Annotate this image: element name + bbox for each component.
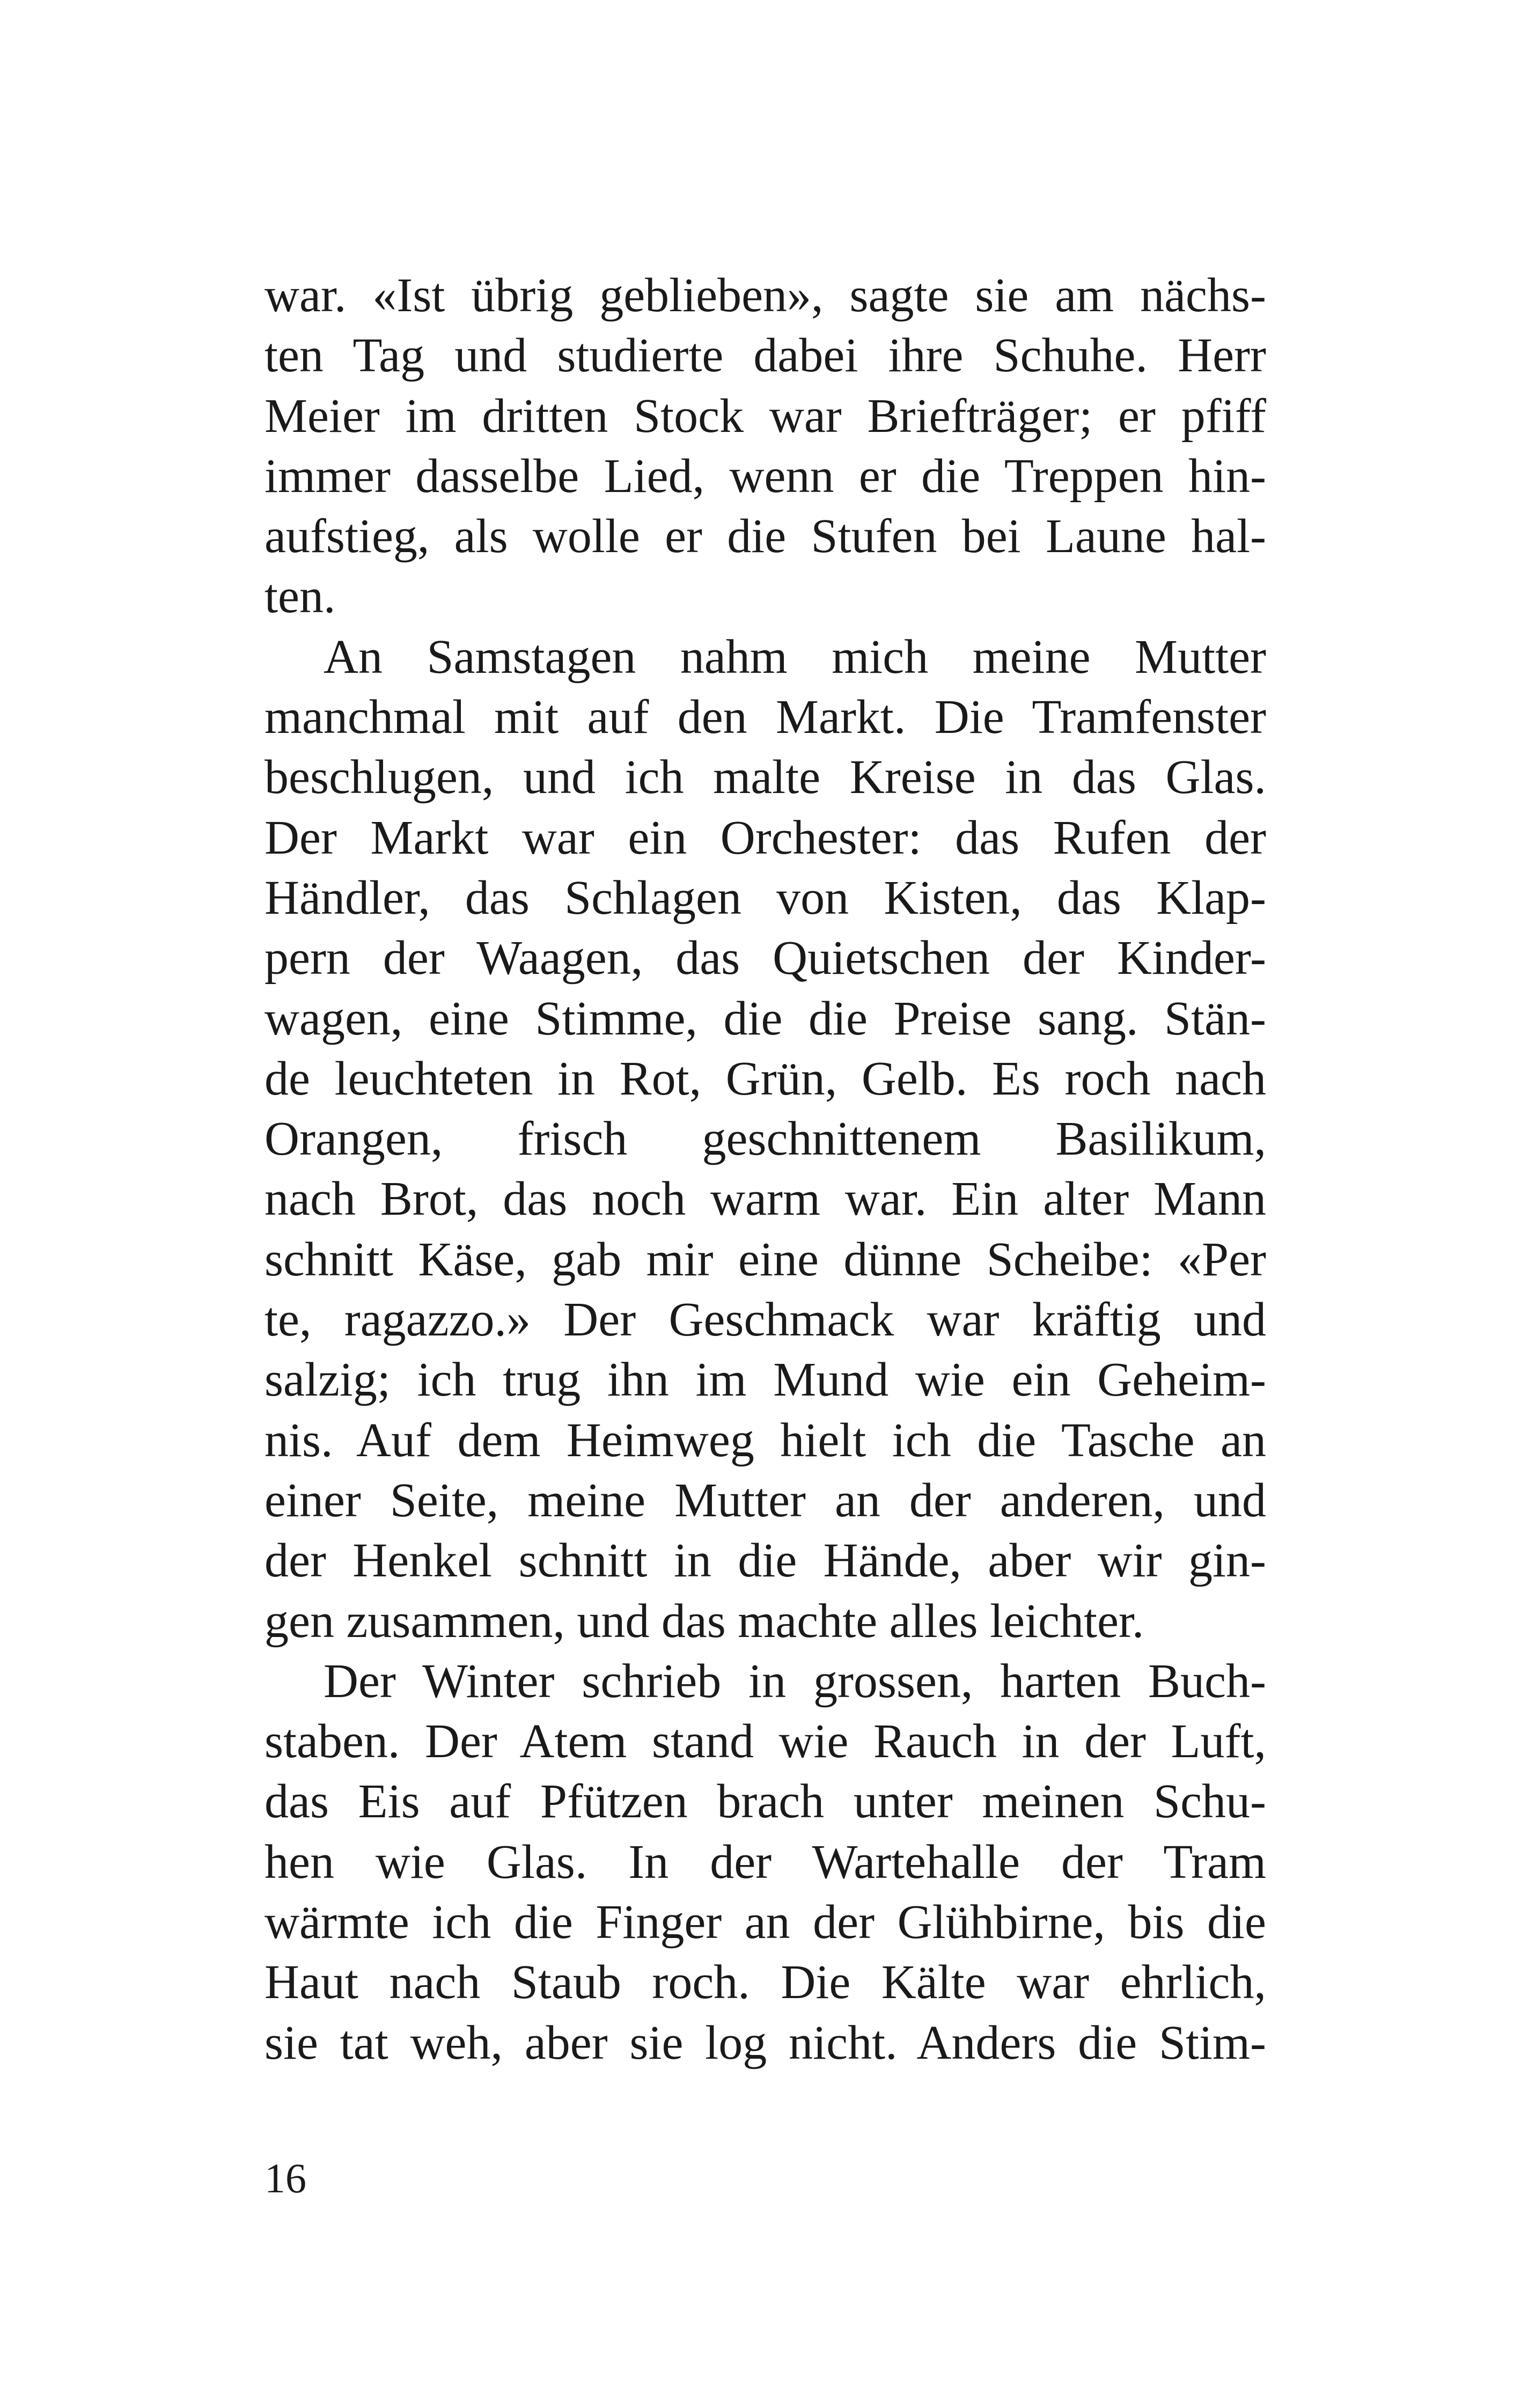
text-line: beschlugen, und ich malte Kreise in das Glas. — [264, 751, 1266, 804]
text-line: Händler, das Schlagen von Kisten, das Klap- — [264, 871, 1266, 924]
text-line: der Henkel schnitt in die Hände, aber wir gin- — [264, 1534, 1266, 1588]
paragraph-end-line: gen zusammen, und das machte alles leichter. — [264, 1594, 1144, 1648]
text-line: salzig; ich trug ihn im Mund wie ein Geheim- — [264, 1353, 1266, 1407]
body-text — [264, 266, 1266, 2073]
text-line: de leuchteten in Rot, Grün, Gelb. Es roch nach — [264, 1052, 1266, 1105]
text-line: Orangen, frisch geschnittenem Basilikum, — [264, 1112, 1266, 1166]
text-line: staben. Der Atem stand wie Rauch in der Luft, — [264, 1715, 1266, 1768]
text-line: immer dasselbe Lied, wenn er die Treppen hin- — [264, 449, 1266, 503]
text-line: nach Brot, das noch warm war. Ein alter Mann — [264, 1172, 1266, 1226]
paragraph-first-line: An Samstagen nahm mich meine Mutter — [324, 630, 1266, 684]
text-line: wärmte ich die Finger an der Glühbirne, bis die — [264, 1896, 1266, 1949]
paragraph-end-line: ten. — [264, 570, 336, 623]
paragraph-first-line: Der Winter schrieb in grossen, harten Buch- — [324, 1654, 1266, 1708]
text-line: Der Markt war ein Orchester: das Rufen der — [264, 811, 1266, 864]
text-line: manchmal mit auf den Markt. Die Tramfenster — [264, 691, 1266, 744]
text-line: ten Tag und studierte dabei ihre Schuhe. Herr — [264, 329, 1266, 383]
text-line: einer Seite, meine Mutter an der anderen, und — [264, 1473, 1266, 1527]
page-number: 16 — [264, 2155, 306, 2201]
text-line: aufstieg, als wolle er die Stufen bei Laune hal- — [264, 510, 1266, 563]
text-line: Haut nach Staub roch. Die Kälte war ehrlich, — [264, 1956, 1266, 2009]
text-line: pern der Waagen, das Quietschen der Kinder- — [264, 931, 1266, 985]
text-line: nis. Auf dem Heimweg hielt ich die Tasche an — [264, 1413, 1266, 1467]
text-line: wagen, eine Stimme, die die Preise sang. Stän- — [264, 992, 1266, 1045]
text-line: war. «Ist übrig geblieben», sagte sie am nächs- — [264, 269, 1266, 322]
text-line: das Eis auf Pfützen brach unter meinen Schu- — [264, 1775, 1266, 1829]
text-line: Meier im dritten Stock war Briefträger; er pfiff — [264, 389, 1266, 443]
text-line: te, ragazzo.» Der Geschmack war kräftig und — [264, 1293, 1266, 1347]
text-line: hen wie Glas. In der Wartehalle der Tram — [264, 1835, 1266, 1889]
text-line: sie tat weh, aber sie log nicht. Anders die Stim- — [264, 2016, 1266, 2069]
text-line: schnitt Käse, gab mir eine dünne Scheibe: «Per — [264, 1232, 1266, 1286]
